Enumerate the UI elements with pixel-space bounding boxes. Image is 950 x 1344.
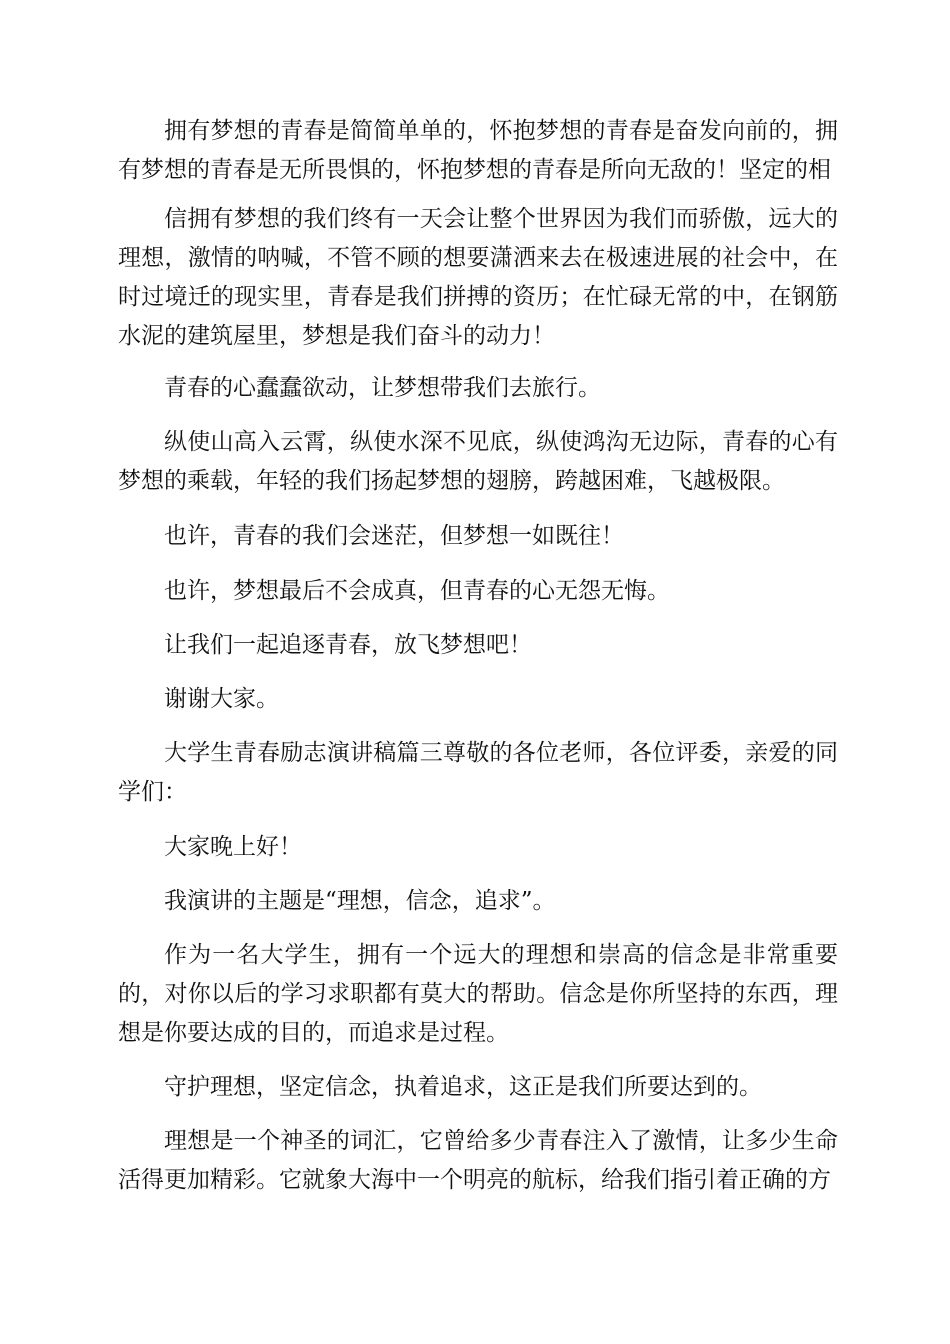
paragraph-11: 我演讲的主题是“理想，信念，追求”。	[164, 888, 556, 914]
paragraph-5: 也许，青春的我们会迷茫，但梦想一如既往！	[164, 523, 624, 549]
paragraph-8: 谢谢大家。	[164, 686, 279, 712]
paragraph-1: 拥有梦想的青春是简简单单的，怀抱梦想的青春是奋发向前的，拥有梦想的青春是无所畏惧的，怀抱梦想的青春是所向无敌的！坚定的相	[118, 118, 838, 183]
paragraph-3: 青春的心蠢蠢欲动，让梦想带我们去旅行。	[164, 375, 601, 401]
paragraph-6: 也许，梦想最后不会成真，但青春的心无怨无悔。	[164, 578, 670, 604]
paragraph-2: 信拥有梦想的我们终有一天会让整个世界因为我们而骄傲，远大的理想，激情的呐喊，不管不顾的想要潇洒来去在极速进展的社会中，在时过境迁的现实里，青春是我们拼搏的资历；在忙碌无常的中，在钢筋水泥的建筑屋里，梦想是我们奋斗的动力！	[118, 206, 838, 349]
paragraph-12: 作为一名大学生，拥有一个远大的理想和崇高的信念是非常重要的，对你以后的学习求职都有莫大的帮助。信念是你所坚持的东西，理想是你要达成的目的，而追求是过程。	[118, 942, 838, 1046]
paragraph-9: 大学生青春励志演讲稿篇三尊敬的各位老师，各位评委，亲爱的同学们：	[118, 740, 838, 805]
paragraph-10: 大家晚上好！	[164, 834, 302, 860]
paragraph-7: 让我们一起追逐青春，放飞梦想吧！	[164, 632, 532, 658]
paragraph-4: 纵使山高入云霄，纵使水深不见底，纵使鸿沟无边际，青春的心有梦想的乘载，年轻的我们扬起梦想的翅膀，跨越困难，飞越极限。	[118, 429, 838, 494]
paragraph-14: 理想是一个神圣的词汇，它曾给多少青春注入了激情，让多少生命活得更加精彩。它就象大海中一个明亮的航标，给我们指引着正确的方	[118, 1128, 838, 1193]
paragraph-13: 守护理想，坚定信念，执着追求，这正是我们所要达到的。	[164, 1074, 762, 1100]
